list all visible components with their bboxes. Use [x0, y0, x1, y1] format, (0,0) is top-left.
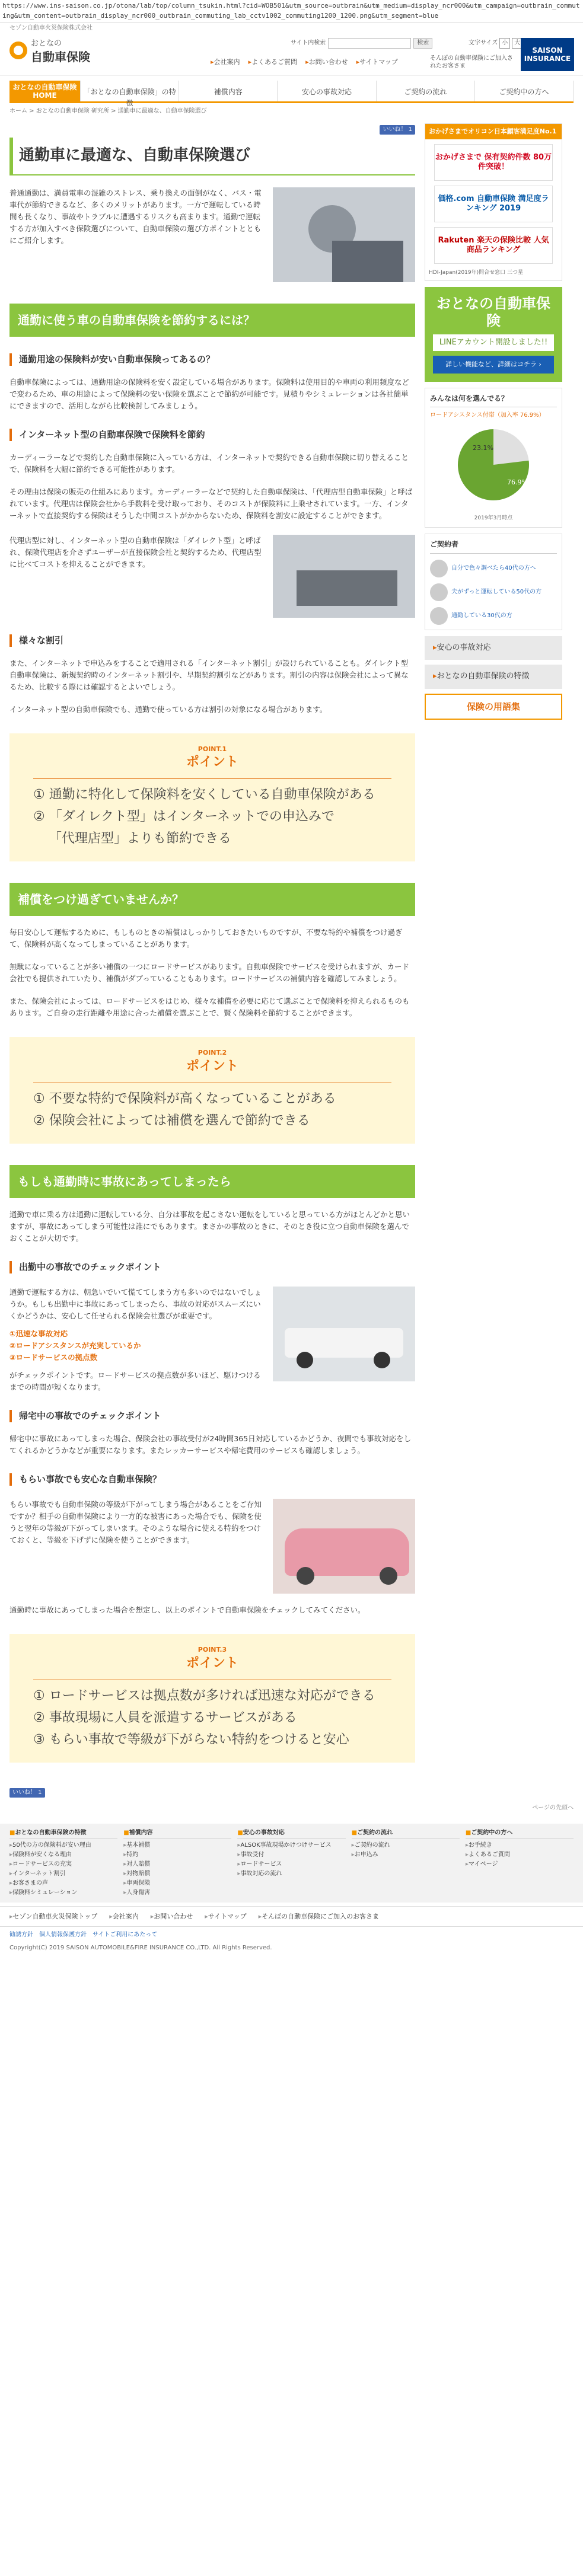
footer-item[interactable]: ▸ ロードサービス: [237, 1860, 345, 1869]
paragraph: その理由は保険の販売の仕組みにあります。カーディーラーなどで契約した自動車保険は、「代理店型自動車保険」と呼ばれています。代理店は保険会社から手数料を受け取っており、そのコストが保険料に上乗せされています。一方、インターネットで直接契約する保険はそうした中間コストがかからないため、保険料を割安に設定することができます。: [9, 487, 413, 520]
site-header: [0, 34, 583, 76]
font-small-button[interactable]: 小: [499, 38, 510, 49]
font-large-button[interactable]: 大: [512, 38, 523, 49]
intro-text: 普通通勤は、満員電車の混雑のストレス、乗り換えの面倒がなく、バス・電車代が節約できるなど、多くのメリットがあります。一方で運転している時間も長くなり、事故やトラブルに遭遇するリスクも高まります。通勤で運転する方が加入すべき保険選びについて、自動車保険の選び方ポイントとともにご紹介します。: [9, 188, 262, 245]
paragraph: 毎日安心して運転するために、もしものときの補償はしっかりしておきたいものですが、不要な特約や補償をつけ過ぎて、保険料が高くなってしまっていることがあります。: [9, 928, 403, 949]
nav-coverage[interactable]: 補償内容: [179, 81, 278, 101]
search-input[interactable]: [328, 38, 411, 49]
voice-link[interactable]: 夫がずっと運転している50代の方: [451, 588, 542, 595]
paragraph: 代理店型に対し、インターネット型の自動車保険は「ダイレクト型」と呼ばれ、保険代理店を介さずユーザーが直接保険会社と契約するため、代理店型に比べてコストを抑えることができます。: [9, 535, 262, 569]
footer-item[interactable]: ▸ ご契約の流れ: [352, 1841, 460, 1850]
nav-features[interactable]: 「おとなの自動車保険」の特徴: [81, 81, 179, 101]
avatar: [430, 560, 448, 577]
copyright: Copyright(C) 2019 SAISON AUTOMOBILE&FIRE INSURANCE CO.,LTD. All Rights Reserved.: [9, 1945, 272, 1952]
footer-column-title[interactable]: ■ 安心の事故対応: [237, 1828, 345, 1838]
policy-link[interactable]: サイトご利用にあたって: [93, 1932, 158, 1939]
breadcrumb[interactable]: ホーム > おとなの自動車保険 研究所 > 通勤車に最適な、自動車保険選び: [9, 108, 207, 114]
footer-item[interactable]: ▸ 50代の方の保険料が安い理由: [9, 1841, 117, 1850]
footer-column-title[interactable]: ■ ご契約の流れ: [352, 1828, 460, 1838]
header-link-company[interactable]: ▸ 会社案内: [211, 57, 240, 68]
footer-column-title[interactable]: ■ 補償内容: [123, 1828, 231, 1838]
subheading-discounts: 様々な割引: [9, 634, 415, 647]
page-title: 通勤車に最適な、自動車保険選び: [9, 138, 415, 175]
avatar: [430, 583, 448, 601]
footer-column-title[interactable]: ■ おとなの自動車保険の特徴: [9, 1828, 117, 1838]
footer-column: [352, 1828, 460, 1898]
subheading-evening: 帰宅中の事故でのチェックポイント: [9, 1410, 415, 1422]
fb-like-button[interactable]: いいね！ 1: [9, 1788, 45, 1798]
promo-subtitle: LINEアカウント開設しました!!: [433, 334, 554, 352]
policy-link[interactable]: 勧誘方針: [9, 1932, 33, 1939]
poll-box: [425, 388, 562, 528]
footer-item[interactable]: ▸ お客さまの声: [9, 1879, 117, 1888]
subheading-internet-type: インターネット型の自動車保険で保険料を節約: [9, 429, 415, 441]
paragraph: がチェックポイントです。ロードサービスの拠点数が多いほど、駆けつけるまでの時間が短くなります。: [9, 1371, 261, 1392]
poll-pie-chart: [430, 420, 557, 509]
footer: [0, 1824, 583, 1903]
footer-item[interactable]: ▸ 対物賠償: [123, 1869, 231, 1879]
footer-item[interactable]: ▸ お手続き: [466, 1841, 574, 1850]
footer-link[interactable]: ▸ サイトマップ: [205, 1911, 246, 1922]
main-content: [9, 123, 415, 1799]
subheading-morning: 出勤中の事故でのチェックポイント: [9, 1261, 415, 1273]
ranking-box: [425, 123, 562, 281]
footer-item[interactable]: ▸ 基本補償: [123, 1841, 231, 1850]
paragraph: カーディーラーなどで契約した自動車保険に入っている方は、インターネットで契約できる自動車保険に切り替えることで、保険料を大幅に節約できる可能性があります。: [9, 452, 409, 474]
header-link-sitemap[interactable]: ▸ サイトマップ: [356, 57, 398, 68]
section-heading-saving: 通勤に使う車の自動車保険を節約するには？: [9, 304, 415, 337]
voice-item[interactable]: [430, 560, 557, 577]
paragraph: 通勤で車に乗る方は通勤に運転している分、自分は事故を起こさない運転をしていると思っている方がほとんどかと思いますが、事故にあってしまう可能性は誰にでもあります。まさかの事故のときに、そのとき役に立つ自動車保険を選んでおくことが大切です。: [9, 1210, 410, 1243]
point-box-2: [9, 1037, 415, 1144]
search-button[interactable]: 検索: [413, 38, 432, 49]
footer-item[interactable]: ▸ 事故対応の流れ: [237, 1869, 345, 1879]
subheading-commute-rate: 通勤用途の保険料が安い自動車保険ってあるの？: [9, 353, 415, 366]
side-nav-features[interactable]: ▸ おとなの自動車保険の特徴: [425, 665, 562, 689]
point-item: ② 保険会社によっては補償を選んで節約できる: [33, 1113, 310, 1129]
footer-item[interactable]: ▸ 保険料が安くなる理由: [9, 1850, 117, 1860]
point-title: ポイント: [33, 752, 391, 779]
subheading-not-at-fault: もらい事故でも安心な自動車保険？: [9, 1473, 415, 1486]
paragraph: もらい事故でも自動車保険の等級が下がってしまう場合があることをご存知ですか？相手の自動車保険により一方的な被害にあった場合でも、保険を使うと翌年の等級が下がってしまいます。そのような場合に使える特約をつけておくと、等級を下げずに保険を使うことができます。: [9, 1500, 262, 1545]
nav-accident[interactable]: 安心の事故対応: [278, 81, 376, 101]
point-title: ポイント: [33, 1056, 391, 1083]
font-size-control: [469, 38, 523, 49]
checkpoint-item: ③ロードサービスの拠点数: [9, 1353, 98, 1362]
global-nav: [9, 81, 574, 108]
point-item: ② 事故現場に人員を派遣するサービスがある: [33, 1710, 297, 1725]
point-item: ① 通勤に特化して保険料を安くしている自動車保険がある: [33, 787, 375, 803]
line-promo[interactable]: [425, 287, 562, 382]
point-item: ① ロードサービスは拠点数が多ければ迅速な対応ができる: [33, 1688, 375, 1703]
paragraph: 無駄になっていることが多い補償の一つにロードサービスがあります。自動車保険でサービスを受けられますが、カード会社でも提供されていたり、補償がダブっていることもあります。ロードサービスの補償内容を確認してみましょう。: [9, 962, 410, 984]
site-logo[interactable]: [9, 38, 90, 63]
point-label: POINT.1: [197, 745, 227, 753]
poll-question: ロードアシスタンス付帯（加入率 76.9%）: [430, 412, 545, 419]
voice-title: ご契約者: [430, 539, 557, 553]
side-nav-accident[interactable]: ▸ 安心の事故対応: [425, 636, 562, 660]
policy-link[interactable]: 個人情報保護方針: [39, 1932, 87, 1939]
search-label: サイト内検索: [291, 40, 326, 46]
contracts-badge[interactable]: おかげさまで 保有契約件数 80万件突破！: [434, 144, 553, 181]
point-item: ② 「ダイレクト型」はインターネットでの申込みで: [33, 809, 334, 825]
sidebar: [425, 123, 562, 1799]
point-title: ポイント: [33, 1653, 391, 1680]
point-label: POINT.2: [197, 1049, 227, 1057]
footer-item[interactable]: ▸ 特約: [123, 1850, 231, 1860]
point-box-1: [9, 733, 415, 862]
nav-home[interactable]: おとなの自動車保険 HOME: [9, 81, 81, 101]
glossary-button[interactable]: 保険の用語集: [425, 694, 562, 720]
driver-photo: [273, 187, 415, 282]
laptop-photo: [273, 535, 415, 618]
paragraph: 自動車保険によっては、通勤用途の保険料を安く設定している場合があります。保険料は使用目的や車両の利用頻度などで変わるため、車の用途によって保険料の安い保険を選ぶことで節約が可能です。見積りやシミュレーションは各社簡単にできますので、活用しながら比較検討してみましょう。: [9, 377, 410, 410]
footer-item[interactable]: ▸ 対人賠償: [123, 1860, 231, 1869]
section-heading-coverage: 補償をつけ過ぎていませんか？: [9, 883, 415, 916]
paragraph: 帰宅中に事故にあってしまった場合、保険会社の事故受付が24時間365日対応しているかどうか、夜間でも事故対応をしてくれるかどうかなどが重要になります。またレッカーサービスや帰宅費用のサービスも確認しましょう。: [9, 1434, 412, 1455]
voice-item[interactable]: [430, 607, 557, 625]
hdi-caption: HDI-Japan(2019年)問合せ窓口 三つ星: [429, 269, 523, 276]
site-search: [291, 38, 432, 49]
paragraph: 通勤時に事故にあってしまった場合を想定し、以上のポイントで自動車保険をチェックしてみてください。: [9, 1605, 365, 1615]
ranking-heading: おかげさまでオリコン日本顧客満足度No.1: [425, 124, 562, 139]
paragraph: インターネット型の自動車保険でも、通勤で使っている方は割引の対象になる場合があります。: [9, 704, 327, 714]
footer-link[interactable]: ▸ そんぽの自動車保険にご加入のお客さま: [259, 1911, 380, 1922]
footer-item[interactable]: ▸ 車両保険: [123, 1879, 231, 1888]
pie-yes-label: 76.9%: [507, 478, 528, 487]
poll-caption: 2019年3月時点: [474, 515, 513, 522]
footer-column: [9, 1828, 117, 1898]
voice-item[interactable]: [430, 583, 557, 601]
point-label: POINT.3: [197, 1646, 227, 1654]
footer-item[interactable]: ▸ ALSOK事故現場かけつけサービス: [237, 1841, 345, 1850]
company-note: セゾン自動車火災保険株式会社: [9, 25, 93, 31]
footer-item[interactable]: ▸ お申込み: [352, 1850, 460, 1860]
logo-icon: [9, 42, 27, 59]
footer-item[interactable]: ▸ 人身傷害: [123, 1888, 231, 1898]
pink-car-photo: [273, 1499, 415, 1594]
footer-item[interactable]: ▸ 事故受付: [237, 1850, 345, 1860]
footer-link[interactable]: ▸ 会社案内: [109, 1911, 139, 1922]
point-item: ① 不要な特約で保険料が高くなっていることがある: [33, 1091, 336, 1107]
nav-contract-flow[interactable]: ご契約の流れ: [377, 81, 475, 101]
footer-item[interactable]: ▸ インターネット割引: [9, 1869, 117, 1879]
footer-column: [466, 1828, 574, 1898]
nav-members[interactable]: ご契約中の方へ: [475, 81, 574, 101]
footer-links: [0, 1906, 583, 1927]
poll-title: みんなは何を選んでる？: [430, 393, 557, 407]
header-link-contact[interactable]: ▸ お問い合わせ: [305, 57, 348, 68]
voice-link[interactable]: 通勤している30代の方: [451, 612, 512, 619]
voice-box: [425, 534, 562, 630]
url-bar[interactable]: https://www.ins-saison.co.jp/otona/lab/top/column_tsukin.html?cid=WOB501&utm_source=outbrain&utm_medium=display_ncr000&utm_campaign=outbrain_commuting&utm_content=outbrain_display_ncr000_outbrain_commuting_lab_cctv1002_commuting1200_1200.png&utm_segment=blue: [0, 0, 583, 23]
policy-links: [0, 1927, 583, 1940]
pie-no-label: 23.1%: [473, 444, 493, 452]
promo-detail-button[interactable]: 詳しい機能など、詳細はコチラ ›: [433, 356, 554, 374]
header-link-faq[interactable]: ▸ よくあるご質問: [249, 57, 298, 68]
logo-line2: 自動車保険: [31, 49, 90, 64]
kakaku-badge[interactable]: 価格.com 自動車保険 満足度ランキング 2019: [434, 186, 553, 222]
tow-truck-photo: [273, 1287, 415, 1381]
saison-logo[interactable]: SAISON INSURANCE: [521, 38, 574, 71]
promo-title: おとなの自動車保険: [437, 295, 550, 329]
paragraph: また、保険会社によっては、ロードサービスをはじめ、様々な補償を必要に応じて選ぶことで保険料を抑えられるものもあります。ご自身の走行距離や用途に合った補償を選ぶことで、賢く保険料を節約することができます。: [9, 997, 410, 1018]
paragraph: 通勤で運転する方は、朝急いでいて慌ててしまう方も多いのではないでしょうか。もしも出勤中に事故にあってしまったら、事故の対応がスムーズにいくかどうかは、安心して任せられる保険会社選びが重要です。: [9, 1288, 262, 1321]
footer-link[interactable]: ▸ セゾン自動車火災保険トップ: [9, 1911, 97, 1922]
footer-column: [123, 1828, 231, 1898]
footer-item[interactable]: ▸ よくあるご質問: [466, 1850, 574, 1860]
font-size-label: 文字サイズ: [469, 40, 498, 46]
footer-item[interactable]: ▸ 保険料シミュレーション: [9, 1888, 117, 1898]
footer-column: [237, 1828, 345, 1898]
page-top-link[interactable]: ページの先頭へ: [532, 1804, 574, 1811]
paragraph: また、インターネットで申込みをすることで適用される「インターネット割引」が設けられていることも。ダイレクト型自動車保険は、新規契約時のインターネット割引や、早期契約割引などがあります。割引の内容は保険会社によって異なるため、比較する際には確認するとよいでしょう。: [9, 658, 409, 691]
point-box-3: [9, 1634, 415, 1763]
point-item: 「代理店型」よりも節約できる: [49, 831, 232, 847]
footer-link[interactable]: ▸ お問い合わせ: [151, 1911, 193, 1922]
point-item: ③ もらい事故で等級が下がらない特約をつけると安心: [33, 1732, 349, 1747]
footer-item[interactable]: ▸ マイページ: [466, 1860, 574, 1869]
header-links: [211, 57, 398, 68]
avatar: [430, 607, 448, 625]
footer-item[interactable]: ▸ ロードサービスの充実: [9, 1860, 117, 1869]
customer-link[interactable]: そんぽの自動車保険にご加入されたお客さま: [430, 55, 513, 69]
checkpoint-item: ②ロードアシスタンスが充実しているか: [9, 1341, 141, 1351]
logo-line1: おとなの: [31, 39, 62, 48]
rakuten-badge[interactable]: Rakuten 楽天の保険比較 人気商品ランキング: [434, 227, 553, 264]
footer-column-title[interactable]: ■ ご契約中の方へ: [466, 1828, 574, 1838]
section-heading-accident: もしも通勤時に事故にあってしまったら: [9, 1165, 415, 1198]
voice-link[interactable]: 自分で色々調べたら40代の方へ: [451, 564, 536, 572]
checkpoint-item: ①迅速な事故対応: [9, 1329, 68, 1339]
fb-like-button[interactable]: いいね！ 1: [380, 125, 415, 135]
